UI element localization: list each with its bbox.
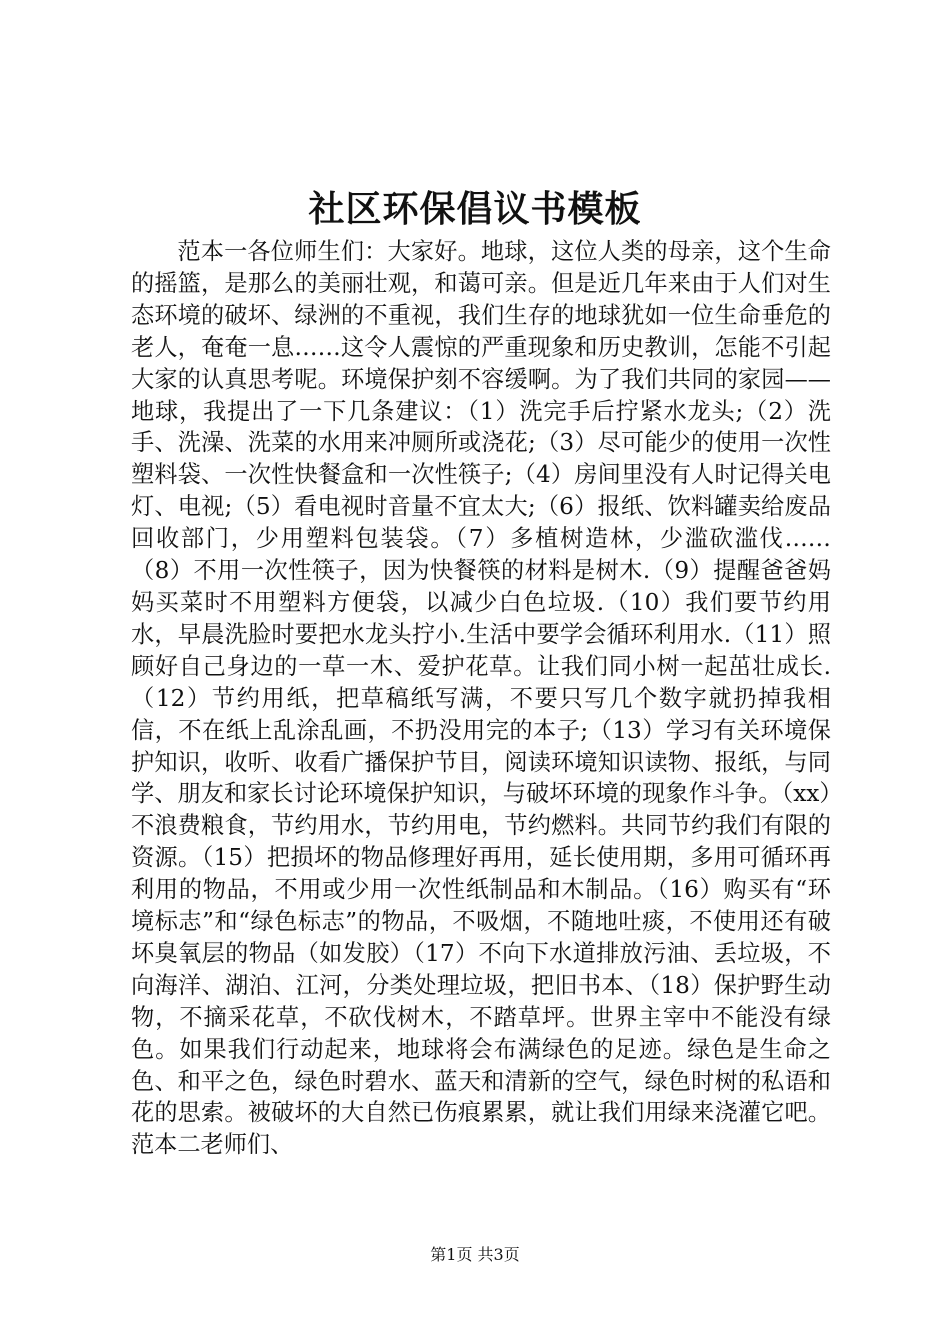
document-title: 社区环保倡议书模板: [308, 188, 642, 230]
page-number-footer: 第1页 共3页: [430, 1245, 520, 1264]
document-body-paragraph: 范本一各位师生们：大家好。地球，这位人类的母亲，这个生命的摇篮，是那么的美丽壮观，和蔼可亲。但是近几年来由于人们对生态环境的破坏、绿洲的不重视，我们生存的地球犹如一位生命垂危的老人，奄奄一息……这令人震惊的严重现象和历史教训，怎能不引起大家的认真思考呢。环境保护刻不容缓啊。为了我们共同的家园——地球，我提出了一下几条建议：（1）洗完手后拧紧水龙头;（2）洗手、洗澡、洗菜的水用来冲厕所或浇花;（3）尽可能少的使用一次性塑料袋、一次性快餐盒和一次性筷子;（4）房间里没有人时记得关电灯、电视;（5）看电视时音量不宜太大;（6）报纸、饮料罐卖给废品回收部门，少用塑料包装袋。（7）多植树造林，少滥砍滥伐……（8）不用一次性筷子，因为快餐筷的材料是树木.（9）提醒爸爸妈妈买菜时不用塑料方便袋，以减少白色垃圾.（10）我们要节约用水，早晨洗脸时要把水龙头拧小.生活中要学会循环利用水.（11）照顾好自己身边的一草一木、爱护花草。让我们同小树一起茁壮成长.（12）节约用纸，把草稿纸写满，不要只写几个数字就扔掉我相信，不在纸上乱涂乱画，不扔没用完的本子;（13）学习有关环境保护知识，收听、收看广播保护节目，阅读环境知识读物、报纸，与同学、朋友和家长讨论环境保护知识，与破坏环境的现象作斗争。（xx）不浪费粮食，节约用水，节约用电，节约燃料。共同节约我们有限的资源。（15）把损坏的物品修理好再用，延长使用期，多用可循环再利用的物品，不用或少用一次性纸制品和木制品。（16）购买有“环境标志”和“绿色标志”的物品，不吸烟，不随地吐痰，不使用还有破坏臭氧层的物品（如发胶）（17）不向下水道排放污油、丢垃圾，不向海洋、湖泊、江河，分类处理垃圾，把旧书本、（18）保护野生动物，不摘采花草，不砍伐树木，不踏草坪。世界主宰中不能没有绿色。如果我们行动起来，地球将会布满绿色的足迹。绿色是生命之色、和平之色，绿色时碧水、蓝天和清新的空气，绿色时树的私语和花的思索。被破坏的大自然已伤痕累累，就让我们用绿来浇灌它吧。范本二老师们、: [131, 238, 831, 1159]
